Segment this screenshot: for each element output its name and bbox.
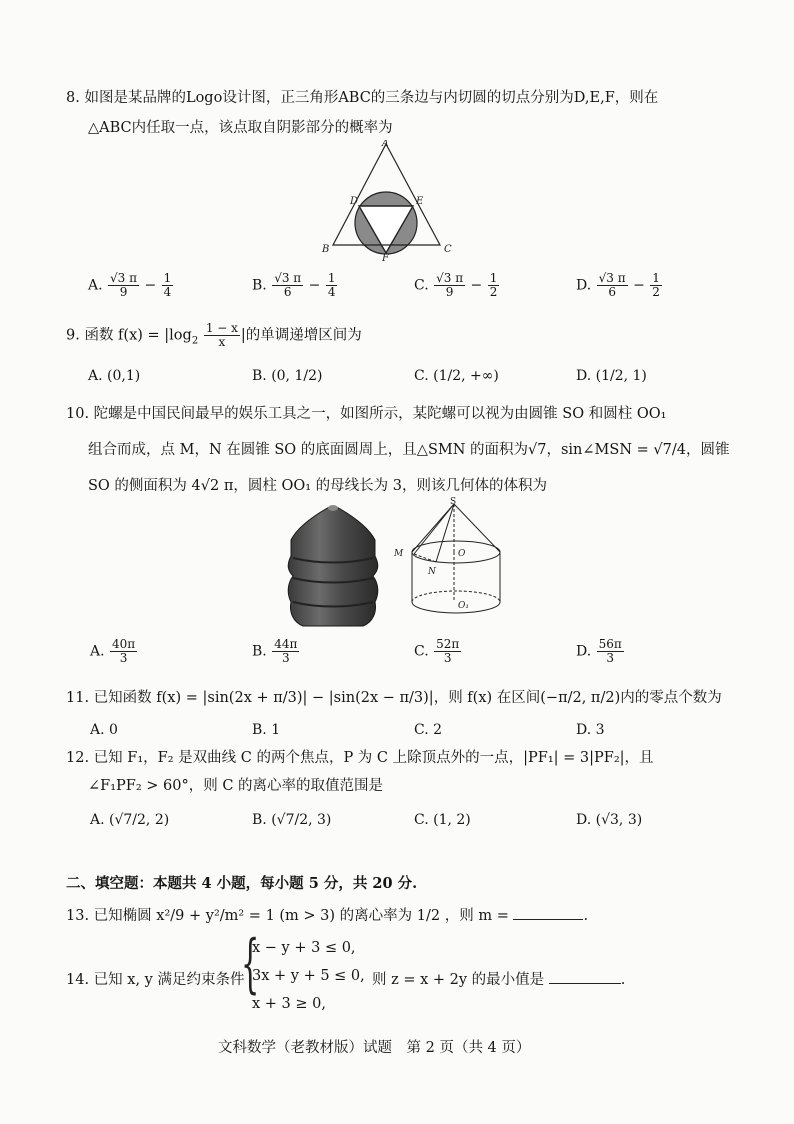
fraction-num: √3 π <box>274 271 302 285</box>
q11-option-c: C. 2 <box>414 722 443 738</box>
fraction-num: 1 <box>163 271 172 285</box>
q9-option-b: B. (0, 1/2) <box>252 368 323 384</box>
label-s: S <box>450 497 457 507</box>
option-letter: A. <box>90 643 105 660</box>
q8-line2: △ABC内任取一点，该点取自阴影部分的概率为 <box>88 120 393 136</box>
section-heading: 二、填空题：本题共 4 小题，每小题 5 分，共 20 分. <box>66 875 418 892</box>
q9-option-c: C. (1/2, +∞) <box>414 368 499 384</box>
fraction-den: 9 <box>445 285 454 299</box>
spinning-top-photo <box>283 502 383 630</box>
q14-constraint-2: 3x + y + 5 ≤ 0, <box>252 968 365 984</box>
label-o: O <box>458 549 466 559</box>
q14-brace: { <box>241 927 260 1001</box>
fraction-num: 1 <box>489 271 498 285</box>
q9-log-base: 2 <box>191 335 199 347</box>
label-o1: O₁ <box>458 601 469 611</box>
q9-prefix: 9. 函数 f(x) = <box>66 327 165 344</box>
option-fraction <box>597 638 624 665</box>
label-c: C <box>444 244 452 255</box>
label-b: B <box>322 244 330 255</box>
q8-line1: 8. 如图是某品牌的Logo设计图，正三角形ABC的三条边与内切圆的切点分别为D,E,F，则在 <box>66 90 659 106</box>
q9-option-a: A. (0,1) <box>88 368 141 384</box>
option-fraction <box>326 272 338 299</box>
fraction-den: 6 <box>608 285 616 299</box>
label-e: E <box>416 196 424 207</box>
fraction-num: 1 − x <box>205 321 238 335</box>
q8-option-c: C. $\frac{√3 \pi}{9}$ − $\frac{1}{2}$ <box>414 271 498 299</box>
q14-answer-blank[interactable] <box>549 971 621 984</box>
option-letter: D. <box>576 643 592 660</box>
q14-prefix: 14. 已知 x, y 满足约束条件 <box>66 972 245 988</box>
option-fraction <box>597 272 628 299</box>
q9-log: |log <box>164 327 192 344</box>
q11-stem: 11. 已知函数 f(x) = |sin(2x + π/3)| − |sin(2x − π/3)|，则 f(x) 在区间(−π/2, π/2)内的零点个数为 <box>66 690 722 706</box>
option-letter: A. <box>88 277 103 294</box>
cone-cylinder-figure <box>392 496 522 618</box>
q13-value: 1/2 <box>416 908 441 924</box>
label-f: F <box>382 253 389 262</box>
label-m: M <box>394 549 404 559</box>
fraction-den: x <box>218 335 226 349</box>
q12-option-a: A. (√7/2, 2) <box>90 812 170 828</box>
q13-prefix: 13. 已知椭圆 <box>66 908 152 924</box>
option-fraction <box>434 272 465 299</box>
option-fraction <box>650 272 662 299</box>
fraction-num: 40π <box>112 637 136 651</box>
q13-equation: x²/9 + y²/m² = 1 (m > 3) <box>156 908 336 924</box>
q10-option-c <box>414 638 462 665</box>
fraction-num: √3 π <box>110 271 137 285</box>
option-letter: D. <box>576 277 592 294</box>
q11-option-d: D. 3 <box>576 722 605 738</box>
triangle-logo-figure <box>318 140 468 262</box>
q10-option-a <box>90 638 138 665</box>
q13-suffix: ，则 m = <box>444 908 514 924</box>
q9-stem <box>66 322 362 349</box>
fraction-num: 56π <box>598 637 622 651</box>
q14-constraint-1: x − y + 3 ≤ 0, <box>252 940 356 956</box>
fraction-num: 1 <box>652 271 660 285</box>
q14-constraint-3: x + 3 ≥ 0, <box>252 996 326 1012</box>
fraction-den: 6 <box>283 285 292 299</box>
q11-option-a: A. 0 <box>90 722 118 738</box>
fraction-den: 3 <box>281 651 290 665</box>
page-footer: 文科数学（老教材版）试题 第 2 页（共 4 页） <box>218 1040 531 1056</box>
fraction-num: 1 <box>327 271 336 285</box>
fraction-den: 3 <box>119 651 128 665</box>
q14-end: . <box>620 972 626 988</box>
q8-option-d: D. $\frac{√3 \pi}{6}$ − $\frac{1}{2}$ <box>576 271 660 299</box>
option-letter: C. <box>414 277 429 294</box>
q8-option-b: B. $\frac{√3 \pi}{6}$ − $\frac{1}{4}$ <box>252 271 336 299</box>
fraction-num: 52π <box>436 637 460 651</box>
fraction-num: 44π <box>274 637 298 651</box>
option-fraction <box>110 638 137 665</box>
q9-abs-close: | <box>240 327 246 344</box>
fraction-den: 2 <box>489 285 498 299</box>
option-fraction <box>108 272 139 299</box>
option-fraction <box>162 272 174 299</box>
q10-line3: SO 的侧面积为 4√2 π，圆柱 OO₁ 的母线长为 3，则该几何体的体积为 <box>88 478 548 494</box>
q14-suffix-text: 则 z = x + 2y 的最小值是 <box>372 972 545 988</box>
fraction-den: 2 <box>652 285 660 299</box>
option-fraction <box>272 638 299 665</box>
fraction-den: 4 <box>163 285 172 299</box>
q8-option-a: A. $\frac{√3 \pi}{9}$ − $\frac{1}{4}$ <box>88 271 172 299</box>
q13-answer-blank[interactable] <box>513 907 583 920</box>
label-n: N <box>428 567 436 577</box>
option-letter: C. <box>414 643 429 660</box>
q13-stem <box>66 904 588 925</box>
q12-option-c: C. (1, 2) <box>414 812 471 828</box>
q11-option-b: B. 1 <box>252 722 281 738</box>
fraction-den: 9 <box>119 285 128 299</box>
q10-line2: 组合而成，点 M，N 在圆锥 SO 的底面圆周上，且△SMN 的面积为√7，sin∠MSN = √7/4，圆锥 <box>88 442 730 458</box>
q14-suffix <box>372 968 625 989</box>
label-a: A <box>382 140 389 149</box>
q12-option-d: D. (√3, 3) <box>576 812 643 828</box>
q10-option-b <box>252 638 300 665</box>
q9-suffix: 的单调递增区间为 <box>245 327 362 344</box>
q10-option-d <box>576 638 625 665</box>
q12-line2: ∠F₁PF₂ > 60°，则 C 的离心率的取值范围是 <box>88 778 384 794</box>
fraction-den: 4 <box>327 285 336 299</box>
option-fraction <box>434 638 461 665</box>
fraction-den: 3 <box>606 651 615 665</box>
q13-mid: 的离心率为 <box>339 908 413 924</box>
q10-line1: 10. 陀螺是中国民间最早的娱乐工具之一，如图所示，某陀螺可以视为由圆锥 SO 和圆柱 OO₁ <box>66 406 667 422</box>
fraction-num: √3 π <box>436 271 464 285</box>
q12-option-b: B. (√7/2, 3) <box>252 812 332 828</box>
option-fraction <box>488 272 500 299</box>
q9-fraction <box>204 322 240 349</box>
option-fraction <box>272 272 303 299</box>
fraction-den: 3 <box>443 651 452 665</box>
q13-end: . <box>583 908 589 924</box>
q12-line1: 12. 已知 F₁，F₂ 是双曲线 C 的两个焦点，P 为 C 上除顶点外的一点，|PF₁| = 3|PF₂|，且 <box>66 750 654 766</box>
fraction-num: √3 π <box>598 271 626 285</box>
option-letter: B. <box>252 643 267 660</box>
q9-option-d: D. (1/2, 1) <box>576 368 647 384</box>
label-d: D <box>350 196 359 207</box>
option-letter: B. <box>252 277 267 294</box>
